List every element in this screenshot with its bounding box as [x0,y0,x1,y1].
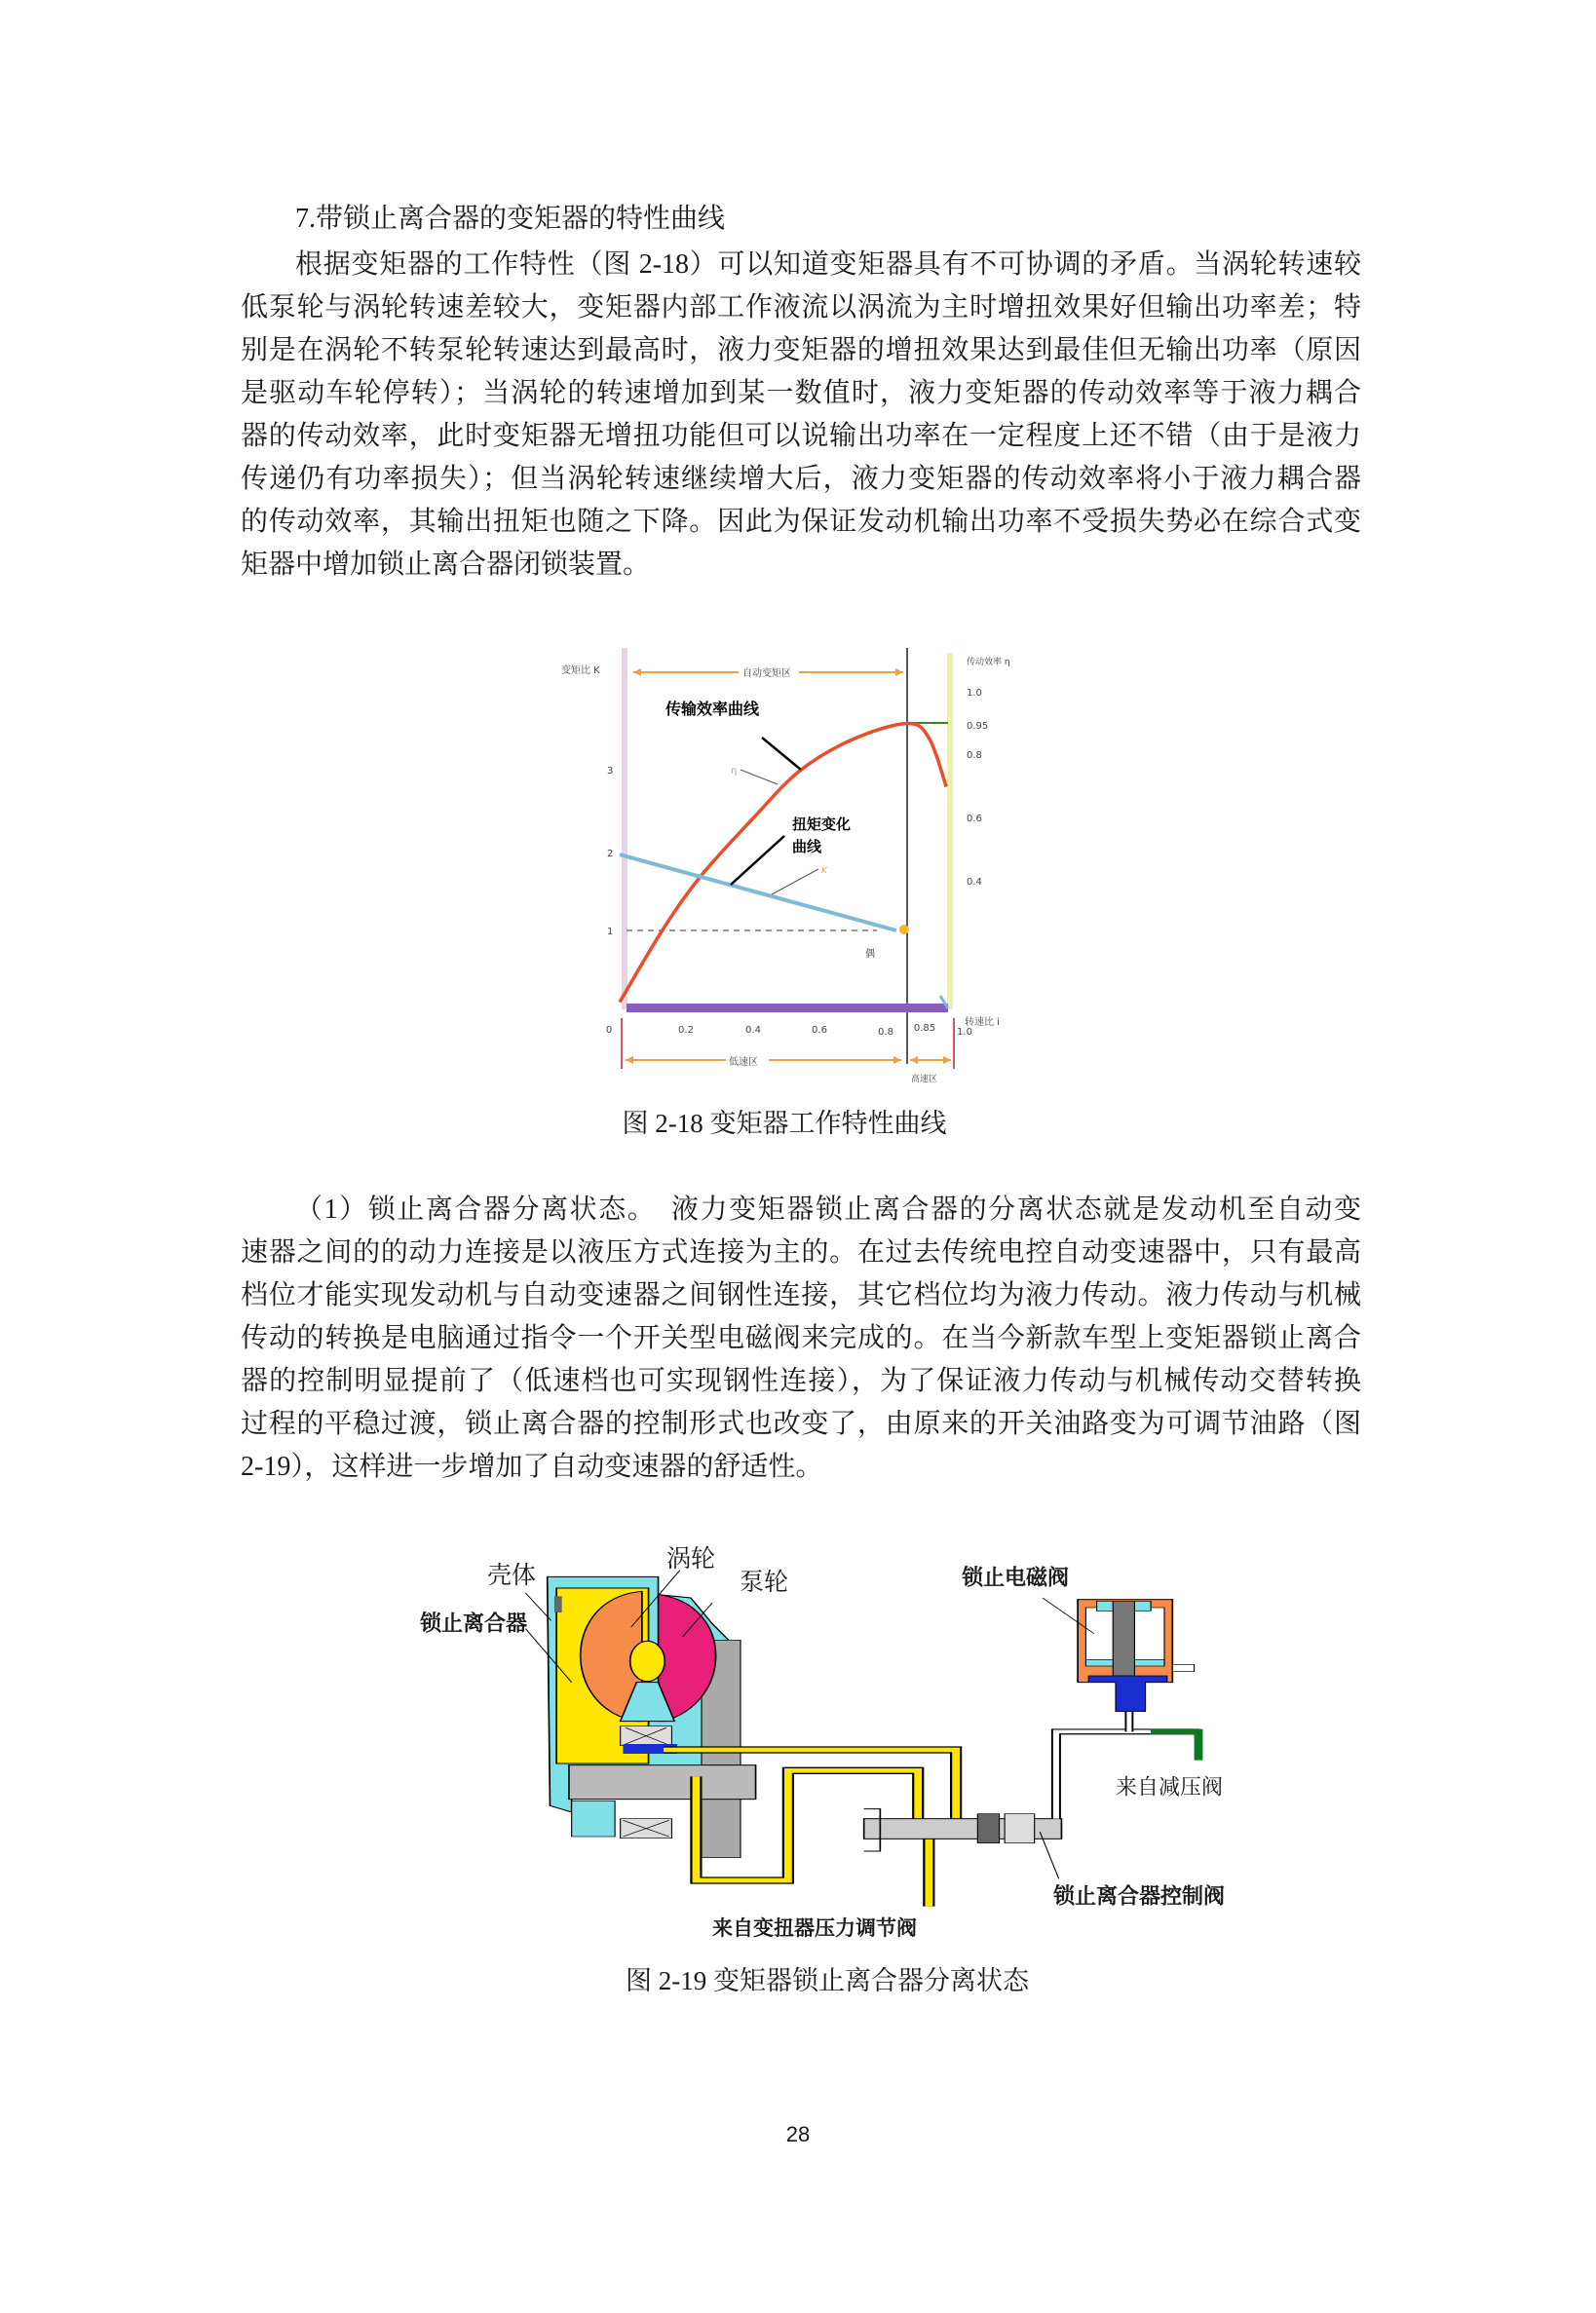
x-tick-label: 0.6 [812,1025,827,1036]
paragraph-line: 矩器中增加锁止离合器闭锁装置。 [241,550,651,580]
coupling-label: 偶 [865,949,875,960]
paragraph-line: 低泵轮与涡轮转速差较大，变矩器内部工作液流以涡流为主时增扭效果好但输出功率差；特 [241,292,1361,322]
x-tick-label: 0.8 [878,1027,893,1038]
paragraph-line: 器的传动效率，此时变矩器无增扭功能但可以说输出功率在一定程度上还不错（由于是液力 [241,421,1361,451]
torque-converter-characteristic-chart [555,643,1043,1091]
x-tick-label: 0 [605,1025,613,1036]
label-pump: 泵轮 [740,1568,789,1596]
high-speed-zone-label: 高速区 [911,1075,938,1084]
figure-2-19-caption: 图 2-19 变矩器锁止离合器分离状态 [626,1966,1029,1995]
y-left-tick-label: 3 [607,766,614,777]
paragraph-2 [241,1189,1361,1489]
paragraph-line: 传动的转换是电脑通过指令一个开关型电磁阀来完成的。在当今新款车型上变矩器锁止离合 [241,1323,1361,1353]
y-right-tick-label: 0.95 [967,721,989,732]
x-tick-label: 0.2 [678,1025,694,1036]
paragraph-line: 根据变矩器的工作特性（图 2-18）可以知道变矩器具有不可协调的矛盾。当涡轮转速较 [295,249,1361,280]
label-lockup-control-valve: 锁止离合器控制阀 [1053,1884,1226,1910]
paragraph-1 [241,244,1361,587]
right-axis-label: 传动效率 η [967,658,1010,667]
lockup-clutch-diagram [409,1539,1247,1968]
y-left-tick-label: 1 [607,927,614,937]
y-right-tick-label: 1.0 [967,688,982,699]
x-tick-label: 0.4 [745,1025,761,1036]
series-torque-ratio-line [620,854,896,930]
eta-pointer [741,770,778,784]
page-number: 28 [785,2122,811,2146]
label-turbine: 涡轮 [666,1544,716,1573]
efficiency-curve-annotation: 传输效率曲线 [665,700,760,718]
paragraph-line: 别是在涡轮不转泵轮转速达到最高时，液力变矩器的增扭效果达到最佳但无输出功率（原因 [241,335,1361,365]
efficiency-leader-line [762,738,801,770]
x-axis-label: 转速比 i [965,1017,1000,1028]
figure-2-18-caption: 图 2-18 变矩器工作特性曲线 [622,1109,947,1138]
paragraph-line: 的传动效率，其输出扭矩也随之下降。因此为保证发动机输出功率不受损失势必在综合式变 [241,507,1361,537]
coupling-point-marker [899,925,909,934]
paragraph-line: 传递仍有功率损失）；但当涡轮转速继续增大后，液力变矩器的传动效率将小于液力耦合器 [241,464,1361,494]
x-tick-label: 0.85 [913,1023,936,1034]
k-pointer [772,869,818,894]
torque-curve-annotation: 扭矩变化 [792,815,852,833]
x-axis-band [627,1004,948,1012]
y-right-tick-label: 0.6 [967,814,982,824]
paragraph-line: 2-19），这样进一步增加了自动变速器的舒适性。 [241,1452,823,1482]
eta-label: η [731,766,738,777]
label-from-converter-regulator: 来自变扭器压力调节阀 [712,1916,917,1940]
label-lockup-clutch: 锁止离合器 [420,1612,528,1637]
label-housing: 壳体 [487,1561,537,1589]
y-right-tick-label: 0.8 [967,750,982,761]
series-efficiency-line [620,724,946,1003]
torque-leader-line [731,836,784,885]
k-label: K [821,866,827,876]
paragraph-line: 是驱动车轮停转）；当涡轮的转速增加到某一数值时，液力变矩器的传动效率等于液力耦合 [241,378,1361,408]
paragraph-line: 速器之间的的动力连接是以液压方式连接为主的。在过去传统电控自动变速器中，只有最高 [241,1237,1361,1268]
left-axis-label: 变矩比 K [561,665,600,676]
paragraph-line: （1）锁止离合器分离状态。 液力变矩器锁止离合器的分离状态就是发动机至自动变 [295,1194,1361,1225]
y-left-tick-label: 2 [607,849,614,859]
x-tick-label: 1.0 [957,1027,972,1038]
paragraph-line: 过程的平稳过渡，锁止离合器的控制形式也改变了，由原来的开关油路变为可调节油路（图 [241,1409,1361,1439]
paragraph-line: 器的控制明显提前了（低速档也可实现钢性连接），为了保证液力传动与机械传动交替转换 [241,1366,1361,1396]
y-right-tick-label: 0.4 [967,877,982,888]
section-heading: 7.带锁止离合器的变矩器的特性曲线 [295,204,726,234]
paragraph-line: 档位才能实现发动机与自动变速器之间钢性连接，其它档位均为液力传动。液力传动与机械 [241,1280,1361,1310]
label-lockup-solenoid: 锁止电磁阀 [962,1566,1070,1591]
torque-curve-annotation: 曲线 [792,838,822,855]
auto-torque-zone-label: 自动变矩区 [742,668,791,679]
label-from-reducing-valve: 来自减压阀 [1116,1775,1224,1801]
low-speed-zone-label: 低速区 [729,1057,758,1068]
